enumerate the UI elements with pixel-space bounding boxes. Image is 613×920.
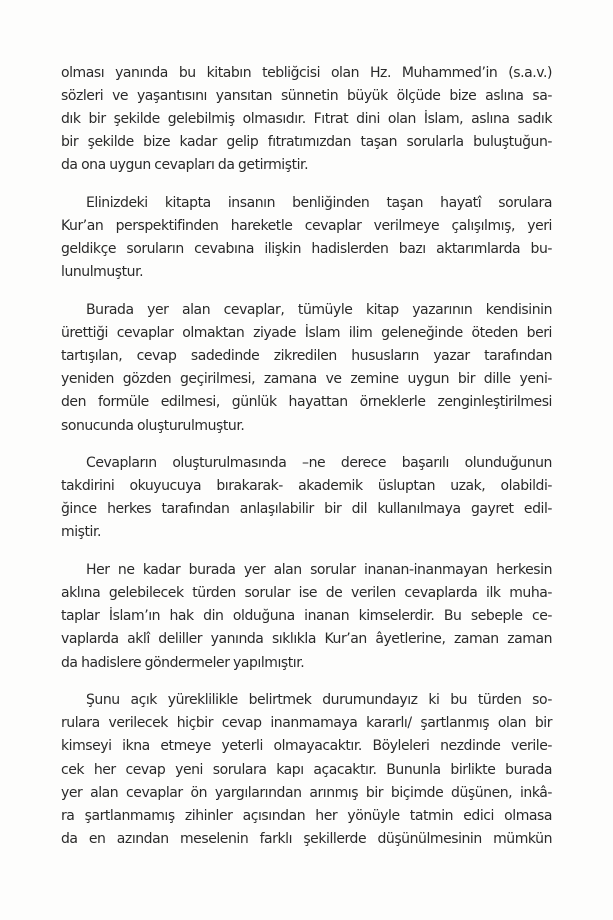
paragraph-4 <box>61 452 552 544</box>
text-line: aklına gelebilecek türden sorular ise de verilen cevaplarda ilk muha- <box>61 585 552 602</box>
text-line: Şunu açık yüreklilikle belirtmek durumundayız ki bu türden so- <box>86 692 552 709</box>
text-line: vaplarda aklî deliller yanında sıklıkla Kur’an âyetlerine, zaman zaman <box>61 631 552 648</box>
paragraph-3 <box>61 299 552 438</box>
text-line: ürettiği cevaplar olmaktan ziyade İslam ilim geleneğinde öteden beri <box>61 325 552 342</box>
text-line: Kur’an perspektifinden hareketle cevaplar verilmeye çalışılmış, yeri <box>61 218 552 235</box>
text-line: den formüle edilmesi, günlük hayattan örneklerle zenginleştirilmesi <box>61 394 552 411</box>
text-line: takdirini okuyucuya bırakarak- akademik üsluptan uzak, olabildi- <box>61 478 552 495</box>
text-line: da ona uygun cevapları da getirmiştir. <box>61 157 309 174</box>
text-line: cek her cevap yeni sorulara kapı açacaktır. Bununla birlikte burada <box>61 761 552 778</box>
text-line: lunulmuştur. <box>61 264 144 281</box>
text-line: olması yanında bu kitabın tebliğcisi olan Hz. Muhammed’in (s.a.v.) <box>61 65 552 81</box>
paragraph-2 <box>61 192 552 284</box>
text-line: ğince herkes tarafından anlaşılabilir bir dil kullanılmaya gayret edil- <box>61 501 552 518</box>
body-text <box>61 62 552 865</box>
text-line: geldikçe soruların cevabına ilişkin hadislerden bazı aktarımlarda bu- <box>61 241 552 258</box>
paragraph-6 <box>61 689 552 851</box>
text-line: sonucunda oluşturulmuştur. <box>61 417 245 434</box>
paragraph-1 <box>61 62 552 177</box>
text-line: rulara verilecek hiçbir cevap inanmamaya kararlı/ şartlanmış olan bir <box>61 715 552 732</box>
text-line: da hadislere göndermeler yapılmıştır. <box>61 654 305 671</box>
text-line: Elinizdeki kitapta insanın benliğinden taşan hayatî sorulara <box>86 195 552 212</box>
text-line: miştir. <box>61 524 101 541</box>
text-line: bir şekilde bize kadar gelip fıtratımızdan taşan sorularla buluştuğun- <box>61 134 552 151</box>
text-line: Cevapların oluşturulmasında –ne derece başarılı olunduğunun <box>86 455 552 472</box>
text-line: taplar İslam’ın hak din olduğuna inanan kimselerdir. Bu sebeple ce- <box>61 608 552 625</box>
text-line: yer alan cevaplar ön yargılarından arınmış bir biçimde düşünen, inkâ- <box>61 784 552 801</box>
text-line: Her ne kadar burada yer alan sorular inanan-inanmayan herkesin <box>86 562 552 579</box>
paragraph-5 <box>61 559 552 674</box>
text-line: dık bir şekilde gelebilmiş olmasıdır. Fıtrat dini olan İslam, aslına sadık <box>61 111 552 128</box>
text-line: kimseyi ikna etmeye yeterli olmayacaktır. Böyleleri nezdinde verile- <box>61 738 552 755</box>
text-line: Burada yer alan cevaplar, tümüyle kitap yazarının kendisinin <box>86 302 552 319</box>
text-line: yeniden gözden geçirilmesi, zamana ve zemine uygun bir dille yeni- <box>61 371 552 388</box>
text-line: tartışılan, cevap sadedinde zikredilen hususların yazar tarafından <box>61 348 552 365</box>
text-line: sözleri ve yaşantısını yansıtan sünnetin büyük ölçüde bize aslına sa- <box>61 88 552 105</box>
text-line: ra şartlanmamış zihinler açısından her yönüyle tatmin edici olmasa <box>61 807 552 824</box>
text-line: da en azından meselenin farklı şekillerde düşünülmesinin mümkün <box>61 830 552 847</box>
